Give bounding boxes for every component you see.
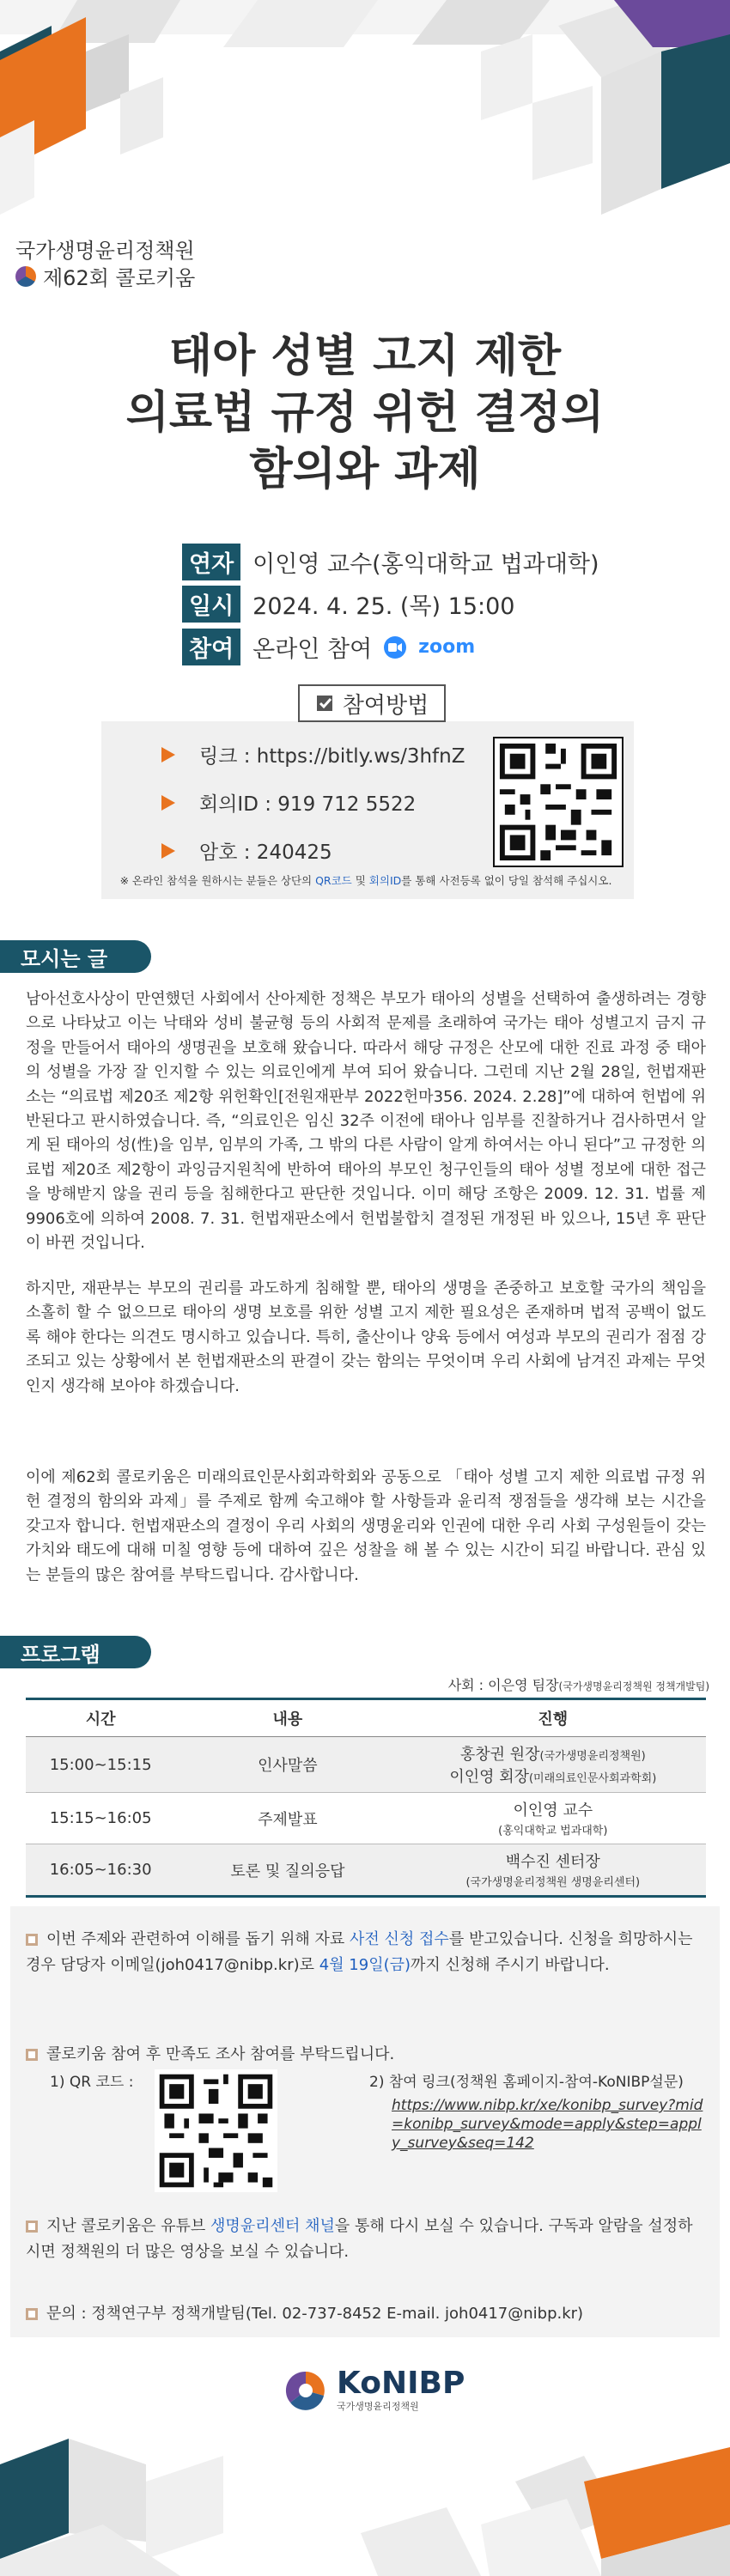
time-cell: 15:00~15:15 xyxy=(26,1737,175,1793)
notice-text: 이번 주제와 관련하여 이해를 돕기 위해 자료 xyxy=(46,1930,350,1948)
moderator-org: (국가생명윤리정책원 정책개발팀) xyxy=(558,1680,709,1692)
konibp-logo-icon xyxy=(283,2368,328,2413)
password-row xyxy=(161,836,332,865)
square-bullet-icon xyxy=(26,2308,38,2320)
host-cell xyxy=(400,1793,706,1844)
moderator-info xyxy=(448,1674,709,1694)
footer-logo xyxy=(283,2368,465,2413)
column-header: 진행 xyxy=(400,1699,706,1737)
invitation-paragraph: 이에 제62회 콜로키움은 미래의료인문사회과학회와 공동으로 「태아 성별 고지 제한 의료법 규정 위헌 결정의 함의와 과제」를 주제로 함께 숙고해야 할 사항들과 윤리적 쟁점들을 생각해 보는 시간을 갖고자 합니다. 헌법재판소의 결정이 우리 사회의 생명윤리와 인권에 대한 우리 사회 구성원들이 갖는 가치와 태도에 대해 미칠 영향 등에 대하여 깊은 성찰을 해 볼 수 있는 시간이 되길 바랍니다. 관심 있는 분들의 많은 참여를 부탁드립니다. 감사합니다. xyxy=(26,1468,706,1584)
note-text: 및 xyxy=(351,874,369,887)
logo-subtitle: 국가생명윤리정책원 xyxy=(337,2401,419,2412)
date-tag: 일시 xyxy=(182,586,240,623)
conference-number: 제62회 콜로키움 xyxy=(43,266,196,290)
speaker-row xyxy=(182,544,599,580)
survey-notice xyxy=(26,2042,706,2068)
host-name: 이인영 교수 xyxy=(513,1801,593,1820)
square-bullet-icon xyxy=(26,1934,38,1946)
moderator-name: 사회 : 이은영 팀장 xyxy=(447,1677,559,1693)
host-name: 백수진 센터장 xyxy=(505,1853,600,1871)
meeting-id-row xyxy=(161,788,416,817)
date-value: 2024. 4. 25. (목) 15:00 xyxy=(252,593,515,620)
note-highlight-qr: QR코드 xyxy=(315,874,352,887)
note-text: 를 통해 사전등록 없이 당일 참석해 주십시오. xyxy=(401,874,612,887)
notice-text: 를 받고있습니다. 신청을 희망하시는 경우 담당자 이메일(joh0417@nibp.kr)로 xyxy=(26,1930,693,1974)
time-cell: 16:05~16:30 xyxy=(26,1844,175,1897)
event-title xyxy=(0,328,730,498)
youtube-notice xyxy=(26,2214,706,2265)
join-value: 온라인 참여 xyxy=(252,636,373,663)
content-cell: 주제발표 xyxy=(175,1793,399,1844)
speaker-tag: 연자 xyxy=(182,544,240,580)
host-org: (홍익대학교 법과대학) xyxy=(498,1825,608,1838)
host-name: 이인영 회장 xyxy=(449,1768,529,1786)
survey-qr-code[interactable] xyxy=(155,2069,277,2192)
notice-text: 콜로키움 참여 후 만족도 조사 참여를 부탁드립니다. xyxy=(46,2045,395,2063)
checkbox-icon xyxy=(315,693,336,714)
logo-name: KoNIBP xyxy=(337,2366,465,2401)
survey-link-block xyxy=(369,2069,706,2153)
note-highlight-id: 회의ID xyxy=(368,874,402,887)
host-org: (국가생명윤리정책원) xyxy=(539,1750,646,1763)
square-bullet-icon xyxy=(26,2049,38,2061)
join-link[interactable]: 링크 : https://bitly.ws/3hfnZ xyxy=(199,745,465,768)
triangle-bullet-icon xyxy=(161,747,175,762)
contact-notice xyxy=(26,2301,706,2327)
zoom-icon xyxy=(384,636,406,659)
join-note xyxy=(103,872,629,888)
square-bullet-icon xyxy=(26,2221,38,2233)
notice-text: 까지 신청해 주시기 바랍니다. xyxy=(411,1956,610,1974)
host-name: 홍창권 원장 xyxy=(459,1746,540,1764)
meeting-password: 암호 : 240425 xyxy=(199,841,332,864)
title-line: 함의와 과제 xyxy=(249,444,481,495)
konibp-logo-icon xyxy=(15,266,36,287)
survey-link-label: 2) 참여 링크(정책원 홈페이지-참여-KoNIBP설문) xyxy=(369,2074,684,2091)
speaker-value: 이인영 교수(홍익대학교 법과대학) xyxy=(252,551,599,578)
note-text: ※ 온라인 참석을 원하시는 분들은 상단의 xyxy=(119,874,316,887)
notice-highlight: 사전 신청 접수 xyxy=(350,1930,449,1948)
program-table xyxy=(26,1698,706,1898)
invitation-paragraph: 하지만, 재판부는 부모의 권리를 과도하게 침해할 뿐, 태아의 생명을 존중하고 보호할 국가의 책임을 소홀히 할 수 없으므로 태아의 생명 보호를 위한 성별 고지 제한 필요성은 존재하며 법적 공백이 없도록 해야 한다는 의견도 명시하고 있습니다. 특히, 출산이나 양육 등에서 여성과 부모의 권리가 점점 강조되고 있는 상황에서 본 헌법재판소의 판결이 갖는 함의는 무엇이며 우리 사회에 남겨진 과제는 무엇인지 생각해 보아야 하겠습니다. xyxy=(26,1279,706,1395)
pre-registration-notice xyxy=(26,1927,706,1978)
notice-highlight: 4월 19일(금) xyxy=(319,1956,411,1974)
how-to-join-label: 참여방법 xyxy=(342,692,429,719)
title-line: 태아 성별 고지 제한 xyxy=(168,331,562,382)
meeting-id: 회의ID : 919 712 5522 xyxy=(199,793,417,816)
program-heading: 프로그램 xyxy=(0,1636,151,1668)
triangle-bullet-icon xyxy=(161,795,175,811)
notice-text: 지난 콜로키움은 유튜브 xyxy=(46,2217,211,2235)
contact-text: 문의 : 정책연구부 정책개발팀(Tel. 02-737-8452 E-mail. joh0417@nibp.kr) xyxy=(46,2305,584,2323)
table-row xyxy=(26,1844,706,1897)
column-header: 내용 xyxy=(175,1699,399,1737)
host-cell xyxy=(400,1737,706,1793)
zoom-qr-code[interactable] xyxy=(493,737,624,867)
top-geometric-decoration xyxy=(0,0,730,225)
triangle-bullet-icon xyxy=(161,843,175,859)
content-cell: 토론 및 질의응답 xyxy=(175,1844,399,1897)
conference-label xyxy=(15,261,195,291)
zoom-logo-text: zoom xyxy=(418,636,476,658)
date-row xyxy=(182,586,514,623)
table-row xyxy=(26,1793,706,1844)
title-line: 의료법 규정 위헌 결정의 xyxy=(125,387,605,439)
invitation-heading: 모시는 글 xyxy=(0,940,151,973)
bottom-geometric-decoration xyxy=(0,2430,730,2576)
survey-link[interactable]: https://www.nibp.kr/xe/konibp_survey?mid=konibp_survey&mode=apply&step=apply_survey&seq=142 xyxy=(392,2097,703,2152)
host-org: (미래의료인문사회과학회) xyxy=(528,1772,657,1785)
survey-qr-label: 1) QR 코드 : xyxy=(50,2074,134,2091)
invitation-paragraph: 남아선호사상이 만연했던 사회에서 산아제한 정책은 부모가 태아의 성별을 선택하여 출생하려는 경향으로 나타났고 이는 낙태와 성비 불균형 등의 사회적 문제를 초래하여 국가는 태아 성별고지 금지 규정을 만들어서 태아의 생명권을 보호해 왔습니다. 따라서 해당 규정은 산모에 대한 진료 과정 중 태아의 성별을 가장 잘 인지할 수 있는 의료인에게 부여 되어 왔습니다. 그런데 지난 2월 28일, 헌법재판소는 “의료법 제20조 제2항 위헌확인[전원재판부 2022헌마356. 2024. 2.28]”에 대하여 헌법에 위반된다고 판시하였습니다. 즉, “의료인은 임신 32주 이전에 태아나 임부를 진찰하거나 검사하면서 알게 된 태아의 성(性)을 임부, 임부의 가족, 그 밖의 다른 사람이 알게 하여서는 아니 된다”고 규정한 의료법 제20조 제2항이 과잉금지원칙에 반하여 태아의 부모인 청구인들의 태아 성별 정보에 대한 접근을 방해받지 않을 권리 등을 침해한다고 판단한 것입니다. 이미 해당 조항은 2009. 12. 31. 법률 제9906호에 의하여 2008. 7. 31. 헌법재판소에서 헌법불합치 결정된 개정된 바 있으나, 15년 후 판단이 바뀐 것입니다. xyxy=(26,990,706,1253)
table-row xyxy=(26,1737,706,1793)
host-org: (국가생명윤리정책원 생명윤리센터) xyxy=(465,1876,641,1889)
join-link-row xyxy=(161,740,465,769)
column-header: 시간 xyxy=(26,1699,175,1737)
notice-text: 을 통해 다시 보실 수 있습니다. 구독과 알람을 설정하시면 정책원의 더 많은 영상을 보실 수 있습니다. xyxy=(26,2217,693,2261)
youtube-channel-link[interactable]: 생명윤리센터 채널 xyxy=(210,2217,335,2235)
join-row xyxy=(182,629,475,665)
how-to-join-header xyxy=(298,684,446,722)
content-cell: 인사말씀 xyxy=(175,1737,399,1793)
host-cell xyxy=(400,1844,706,1897)
organizer-name: 국가생명윤리정책원 xyxy=(15,239,195,263)
time-cell: 15:15~16:05 xyxy=(26,1793,175,1844)
join-tag: 참여 xyxy=(182,629,240,665)
